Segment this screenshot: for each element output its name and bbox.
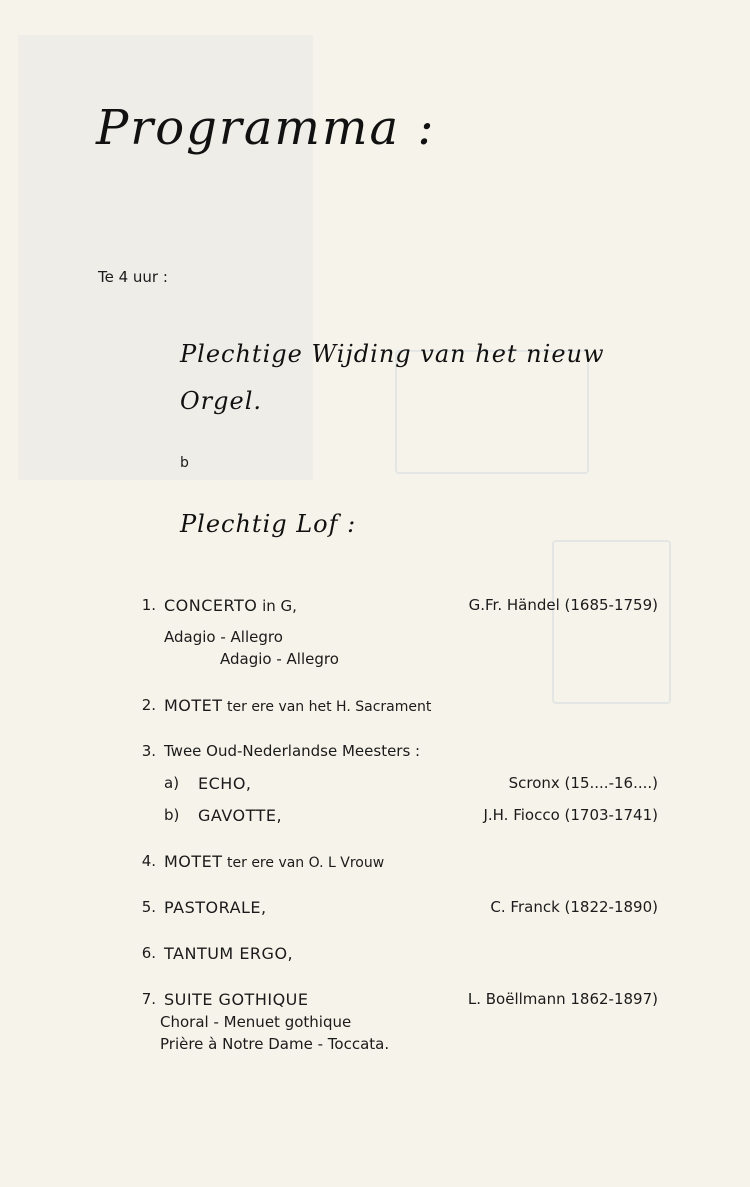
item-number: 4. (141, 852, 156, 870)
item-title-rest: ter ere van O. L Vrouw (222, 855, 385, 871)
item-title: MOTET (164, 852, 223, 871)
subitem-title: ECHO, (198, 774, 252, 793)
time-label: Te 4 uur : (98, 268, 168, 286)
list-item (128, 742, 658, 764)
ceremony-line-2: Orgel. (180, 387, 263, 415)
item-movement: Choral - Menuet gothique (160, 1013, 352, 1031)
item-title: CONCERTO (164, 596, 258, 615)
list-item (128, 990, 658, 1012)
list-subitem (128, 806, 658, 828)
item-title: TANTUM ERGO, (164, 944, 294, 963)
item-title: MOTET (164, 696, 223, 715)
bleed-through-stamp (552, 540, 671, 704)
item-composer: L. Boëllmann 1862-1897) (467, 990, 658, 1008)
item-title-rest: in G, (257, 597, 297, 615)
lof-heading: Plechtig Lof : (180, 510, 357, 538)
list-item (128, 596, 658, 618)
item-number: 6. (141, 944, 156, 962)
bleed-through-frame (395, 350, 589, 474)
item-movement: Prière à Notre Dame - Toccata. (160, 1035, 390, 1053)
list-subitem (128, 1013, 658, 1035)
ceremony-line-1: Plechtige Wijding van het nieuw (180, 340, 605, 368)
item-title-rest: ter ere van het H. Sacrament (222, 699, 432, 715)
item-title: SUITE GOTHIQUE (164, 990, 309, 1009)
subitem-label: b) (164, 806, 180, 824)
item-number: 2. (141, 696, 156, 714)
item-composer: G.Fr. Händel (1685-1759) (468, 596, 658, 614)
program-title: Programma : (96, 100, 436, 156)
list-item (128, 898, 658, 920)
item-movement: Adagio - Allegro (220, 650, 339, 668)
subitem-composer: Scronx (15....-16....) (508, 774, 658, 792)
list-item (128, 944, 658, 966)
item-number: 5. (141, 898, 156, 916)
item-number: 1. (141, 596, 156, 614)
subitem-title: GAVOTTE, (198, 806, 283, 825)
stray-mark: b (180, 455, 189, 471)
item-title: PASTORALE, (164, 898, 267, 917)
subitem-composer: J.H. Fiocco (1703-1741) (483, 806, 658, 824)
list-subitem (128, 1035, 658, 1057)
list-subitem (128, 628, 658, 650)
list-subitem (128, 774, 658, 796)
item-title: Twee Oud-Nederlandse Meesters : (164, 742, 421, 760)
subitem-label: a) (164, 774, 180, 792)
item-composer: C. Franck (1822-1890) (490, 898, 658, 916)
item-number: 3. (141, 742, 156, 760)
list-subitem (128, 650, 658, 672)
item-movement: Adagio - Allegro (164, 628, 283, 646)
list-item (128, 852, 658, 874)
list-item (128, 696, 658, 718)
item-number: 7. (141, 990, 156, 1008)
